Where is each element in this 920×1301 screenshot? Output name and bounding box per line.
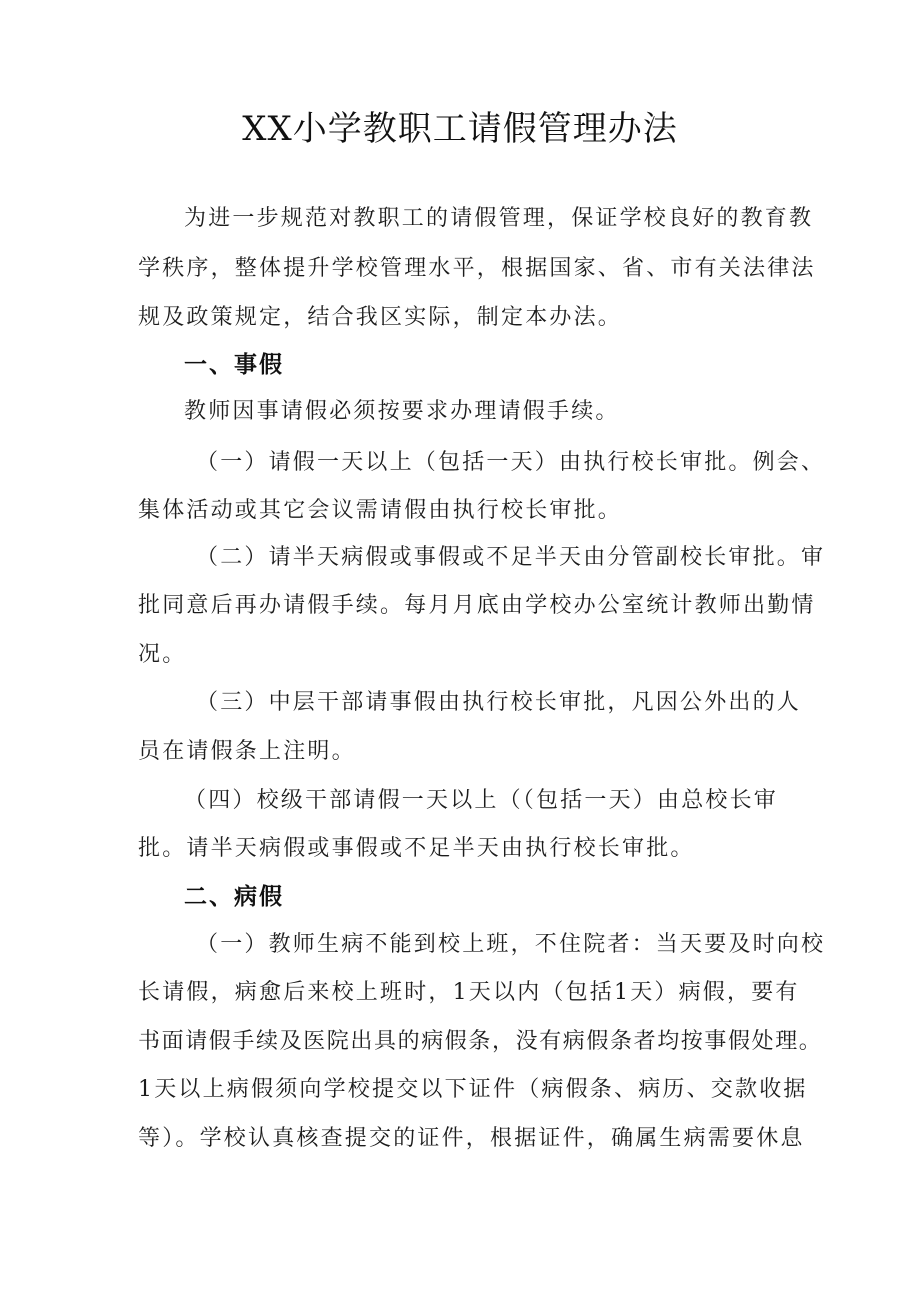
section-heading-sick-leave: 二、病假 <box>184 884 284 910</box>
section1-item3-line-2: 员在请假条上注明。 <box>138 739 356 764</box>
intro-line-2: 学秩序，整体提升学校管理水平，根据国家、省、市有关法律法 <box>138 256 816 281</box>
section1-item2-line-2: 批同意后再办请假手续。每月月底由学校办公室统计教师出勤情 <box>138 593 816 618</box>
section1-item4-line-2: 批。请半天病假或事假或不足半天由执行校长审批。 <box>138 836 695 861</box>
section2-item1-line-3: 书面请假手续及医院出具的病假条，没有病假条者均按事假处理。 <box>138 1029 823 1054</box>
intro-line-3: 规及政策规定，结合我区实际，制定本办法。 <box>138 305 623 330</box>
section1-item2-line-3: 况。 <box>138 642 187 667</box>
section1-item4-line-1: （四）校级干部请假一天以上（（包括一天）由总校长审 <box>184 788 779 813</box>
section2-item1-line-4: 1天以上病假须向学校提交以下证件（病假条、病历、交款收据 <box>138 1077 808 1102</box>
section2-item1-line-5: 等）。学校认真核查提交的证件，根据证件，确属生病需要休息 <box>138 1126 805 1151</box>
section-heading-personal-leave: 一、事假 <box>184 352 284 378</box>
intro-line-1: 为进一步规范对教职工的请假管理，保证学校良好的教育教 <box>184 206 814 231</box>
section1-lead: 教师因事请假必须按要求办理请假手续。 <box>184 399 620 424</box>
section1-item1-line-1: （一）请假一天以上（包括一天）由执行校长审批。例会、 <box>196 450 826 475</box>
section2-item1-line-1: （一）教师生病不能到校上班，不住院者：当天要及时向校 <box>196 932 826 957</box>
document-title: XX小学教职工请假管理办法 <box>242 109 678 149</box>
section1-item2-line-1: （二）请半天病假或事假或不足半天由分管副校长审批。审 <box>196 545 826 570</box>
section1-item3-line-1: （三）中层干部请事假由执行校长审批，凡因公外出的人 <box>196 690 802 715</box>
section2-item1-line-2: 长请假，病愈后来校上班时，1天以内（包括1天）病假，要有 <box>138 980 800 1005</box>
section1-item1-line-2: 集体活动或其它会议需请假由执行校长审批。 <box>138 498 623 523</box>
